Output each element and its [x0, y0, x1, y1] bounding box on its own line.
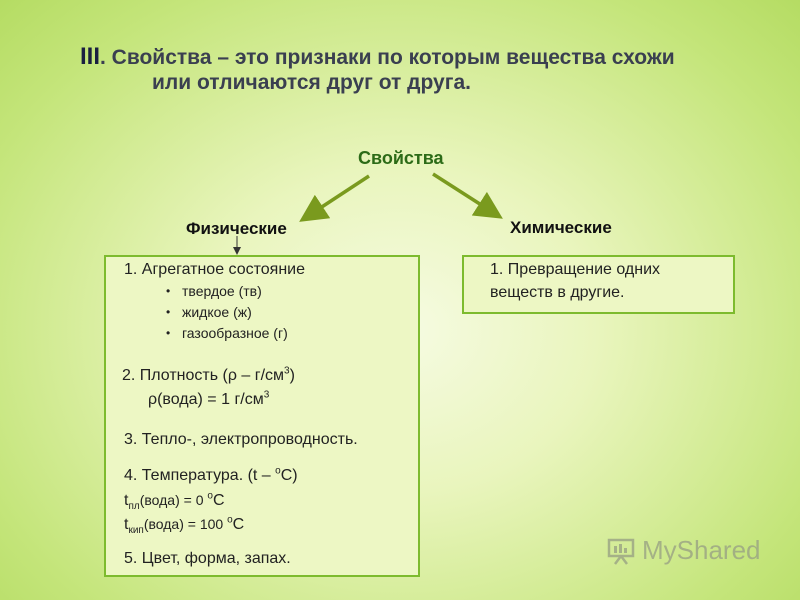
- list-item: • газообразное (г): [166, 323, 288, 344]
- list-item: • твердое (тв): [166, 281, 288, 302]
- physical-item-2: 2. Плотность $(\rho - г/см^3)$: [122, 365, 295, 384]
- melting-point: $t_{пл}(вода) = 0$ $^о$С: [124, 490, 225, 513]
- aggregate-state-list: [166, 281, 288, 344]
- physical-item-1: 1. Агрегатное состояние: [124, 261, 305, 278]
- physical-category-label: Физические: [186, 219, 287, 238]
- water-density: ρ(вода) = 1 $г/см^3$: [148, 389, 270, 408]
- section-number: III: [80, 43, 101, 70]
- chemical-item-1-line-1: 1. Превращение одних: [490, 261, 661, 278]
- boiling-point: $t_{кип}(вода) = 100$ $^о$С: [124, 514, 245, 537]
- physical-item-4: 4. Температура. (t – $^о$С): [124, 465, 298, 484]
- watermark-logo: [606, 535, 761, 566]
- physical-item-5: 5. Цвет, форма, запах.: [124, 550, 291, 567]
- arrow-to-physical: [305, 176, 369, 218]
- title-line-2: или отличаются друг от друга.: [152, 71, 471, 94]
- list-item: • жидкое (ж): [166, 302, 288, 323]
- presentation-icon: [606, 536, 636, 566]
- watermark-text: MyShared: [642, 535, 761, 565]
- chemical-category-label: Химические: [510, 218, 612, 237]
- chemical-properties-box: [462, 255, 735, 314]
- physical-properties-box: [104, 255, 420, 577]
- arrow-to-chemical: [433, 174, 497, 215]
- title-line-1: . Свойства – это признаки по которым вещества схожи: [100, 46, 675, 69]
- chemical-item-1-line-2: веществ в другие.: [490, 284, 625, 301]
- root-node-properties: Свойства: [358, 148, 444, 168]
- physical-item-3: 3. Тепло-, электропроводность.: [124, 431, 358, 448]
